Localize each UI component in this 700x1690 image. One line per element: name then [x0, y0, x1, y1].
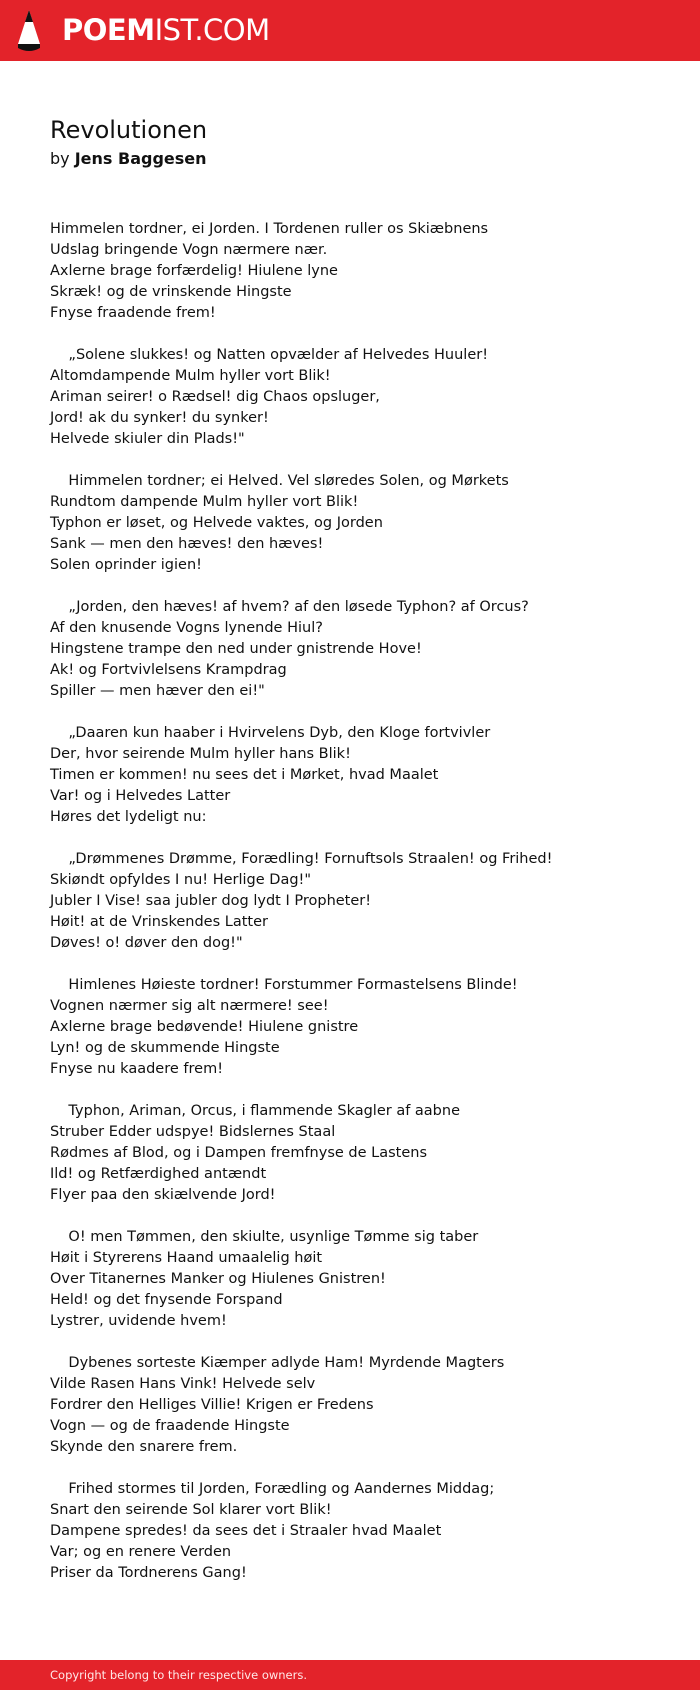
poem-line: Ariman seirer! o Rædsel! dig Chaos opsluger, [50, 389, 380, 405]
poem-line: Døves! o! døver den dog!" [50, 935, 243, 951]
poem-line: Flyer paa den skiælvende Jord! [50, 1187, 276, 1203]
poem-line: Hingstene trampe den ned under gnistrende Hove! [50, 641, 422, 657]
poem-byline [50, 148, 207, 170]
poem-line: Jubler I Vise! saa jubler dog lydt I Propheter! [50, 893, 372, 909]
poem-line: Lyn! og de skummende Hingste [50, 1040, 280, 1056]
poem-title: Revolutionen [50, 116, 208, 144]
poem-line: Dybenes sorteste Kiæmper adlyde Ham! Myrdende Magters [50, 1355, 505, 1371]
logo-brand-bold: POEM [62, 13, 155, 47]
poem-line: Himmelen tordner, ei Jorden. I Tordenen ruller os Skiæbnens [50, 221, 489, 237]
poem-stanza [50, 975, 670, 1080]
byline-prefix: by [50, 149, 70, 168]
poem-line: Himlenes Høieste tordner! Forstummer Formastelsens Blinde! [50, 977, 518, 993]
poem-line: Priser da Tordnerens Gang! [50, 1565, 247, 1581]
pencil-tip-icon[interactable] [18, 10, 40, 52]
poem-line: „Drømmenes Drømme, Forædling! Fornuftsols Straalen! og Frihed! [50, 851, 553, 867]
poem-line: Struber Edder udspye! Bidslernes Staal [50, 1124, 336, 1140]
poem-line: Himmelen tordner; ei Helved. Vel sløredes Solen, og Mørkets [50, 473, 509, 489]
footer-copyright: Copyright belong to their respective owners. [50, 1668, 308, 1682]
poem-line: Ild! og Retfærdighed antændt [50, 1166, 267, 1182]
poem-line: Jord! ak du synker! du synker! [50, 410, 269, 426]
poem-line: Sank — men den hæves! den hæves! [50, 536, 324, 552]
poem-line: Fnyse fraadende frem! [50, 305, 216, 321]
poem-line: Var! og i Helvedes Latter [50, 788, 231, 804]
poem-line: Axlerne brage bedøvende! Hiulene gnistre [50, 1019, 359, 1035]
poem-stanza [50, 345, 670, 450]
poem-stanza [50, 219, 670, 324]
poem-line: „Jorden, den hæves! af hvem? af den løsede Typhon? af Orcus? [50, 599, 529, 615]
poem-line: Typhon er løset, og Helvede vaktes, og Jorden [50, 515, 383, 531]
poem-line: Axlerne brage forfærdelig! Hiulene lyne [50, 263, 338, 279]
poem-line: Timen er kommen! nu sees det i Mørket, hvad Maalet [50, 767, 439, 783]
poem-stanza [50, 1101, 670, 1206]
poem-line: Der, hvor seirende Mulm hyller hans Blik! [50, 746, 351, 762]
poem-line: Vilde Rasen Hans Vink! Helvede selv [50, 1376, 316, 1392]
poem-stanza [50, 1479, 670, 1584]
poem-line: Over Titanernes Manker og Hiulenes Gnistren! [50, 1271, 386, 1287]
poem-author[interactable]: Jens Baggesen [74, 149, 207, 168]
poem-stanza [50, 1353, 670, 1458]
poem-line: Vognen nærmer sig alt nærmere! see! [50, 998, 329, 1014]
logo-brand-light: IST.COM [154, 13, 270, 47]
poem-line: Lystrer, uvidende hvem! [50, 1313, 227, 1329]
poem-stanza [50, 597, 670, 702]
poem-line: Rødmes af Blod, og i Dampen fremfnyse de Lastens [50, 1145, 428, 1161]
poem-line: Skræk! og de vrinskende Hingste [50, 284, 292, 300]
poem-line: Ak! og Fortvivlelsens Krampdrag [50, 662, 287, 678]
poem-stanza [50, 471, 670, 576]
poem-line: Skiøndt opfyldes I nu! Herlige Dag!" [50, 872, 312, 888]
poem-line: Høres det lydeligt nu: [50, 809, 207, 825]
poem-line: „Daaren kun haaber i Hvirvelens Dyb, den Kloge fortvivler [50, 725, 491, 741]
site-logo[interactable] [62, 12, 270, 48]
poem-line: Skynde den snarere frem. [50, 1439, 238, 1455]
poem-line: Rundtom dampende Mulm hyller vort Blik! [50, 494, 359, 510]
poem-stanza [50, 723, 670, 828]
poem-line: Typhon, Ariman, Orcus, i flammende Skagler af aabne [50, 1103, 461, 1119]
poem-line: Held! og det fnysende Forspand [50, 1292, 283, 1308]
poem-line: Vogn — og de fraadende Hingste [50, 1418, 290, 1434]
site-header [0, 0, 700, 61]
poem-line: Dampene spredes! da sees det i Straaler hvad Maalet [50, 1523, 442, 1539]
poem-line: Snart den seirende Sol klarer vort Blik! [50, 1502, 332, 1518]
poem-line: „Solene slukkes! og Natten opvælder af Helvedes Huuler! [50, 347, 489, 363]
poem-line: Fordrer den Helliges Villie! Krigen er Fredens [50, 1397, 374, 1413]
site-footer [0, 1660, 700, 1690]
poem-line: Høit i Styrerens Haand umaalelig høit [50, 1250, 323, 1266]
poem-body [50, 219, 670, 1605]
poem-line: Høit! at de Vrinskendes Latter [50, 914, 268, 930]
poem-line: Var; og en renere Verden [50, 1544, 232, 1560]
poem-line: Frihed stormes til Jorden, Forædling og Aandernes Middag; [50, 1481, 495, 1497]
poem-line: Helvede skiuler din Plads!" [50, 431, 245, 447]
poem-stanza [50, 849, 670, 954]
poem-line: Spiller — men hæver den ei!" [50, 683, 265, 699]
poem-line: Fnyse nu kaadere frem! [50, 1061, 224, 1077]
poem-line: Solen oprinder igien! [50, 557, 202, 573]
poem-line: Af den knusende Vogns lynende Hiul? [50, 620, 323, 636]
poem-line: O! men Tømmen, den skiulte, usynlige Tømme sig taber [50, 1229, 479, 1245]
poem-line: Udslag bringende Vogn nærmere nær. [50, 242, 328, 258]
poem-stanza [50, 1227, 670, 1332]
poem-line: Altomdampende Mulm hyller vort Blik! [50, 368, 331, 384]
